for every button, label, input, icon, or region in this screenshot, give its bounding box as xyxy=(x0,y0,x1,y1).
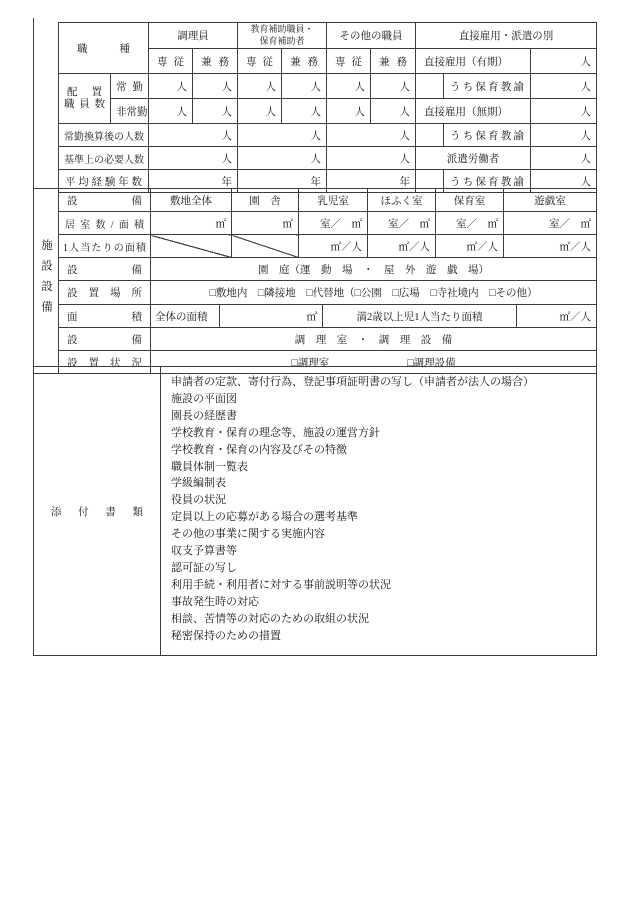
value-per-child-sqm: ㎡／人 xyxy=(559,311,591,323)
row-area-per-person: 1人当たりの面積 xyxy=(59,235,151,258)
row-equipment-2: 設備 xyxy=(59,258,151,281)
value-of-which-hoiku-3: 人 xyxy=(531,170,597,193)
value-assist-required: 人 xyxy=(238,147,327,170)
value-crawl-rooms-sqm: 室／ ㎡ xyxy=(368,212,436,235)
header-other-staff: その他の職員 xyxy=(327,23,416,49)
location-options: □敷地内 □隣接地 □代替地（□公園 □広場 □寺社境内 □その他） xyxy=(151,281,597,305)
row-direct-fixed-term: 直接雇用（有期） xyxy=(416,49,531,74)
na-diagonal-cell-2 xyxy=(232,235,299,258)
value-cook-ft-concurrent: 人 xyxy=(193,74,238,99)
facility-table xyxy=(33,188,597,374)
col-infant-room: 乳児室 xyxy=(299,189,368,212)
attachment-item: 学校教育・保育の理念等、施設の運営方針 xyxy=(171,426,380,439)
attachments-label: 添付書類 xyxy=(34,367,161,656)
row-of-which-hoiku-2: うち保育教諭 xyxy=(444,124,531,147)
attachment-item: 学級編制表 xyxy=(171,477,226,490)
value-other-avg-years: 年 xyxy=(327,170,416,193)
value-total-area-sqm: ㎡ xyxy=(220,305,323,327)
placement-label-line2: 職員数 xyxy=(64,98,105,110)
attachments-list xyxy=(161,367,596,645)
value-dispatch-worker: 人 xyxy=(531,147,597,170)
attachment-item: 利用手続・利用者に対する事前説明等の状況 xyxy=(171,578,391,591)
row-parttime: 非常勤 xyxy=(111,99,149,124)
attachments-content xyxy=(161,367,597,656)
header-concurrent-3: 兼務 xyxy=(371,49,416,74)
value-assist-pt-concurrent: 人 xyxy=(282,99,327,124)
section-label-facility xyxy=(34,189,59,374)
attachment-item: 園長の経歴書 xyxy=(171,409,237,422)
row-equipment-1: 設備 xyxy=(59,189,151,212)
header-assistant-line1: 教育補助職員・ xyxy=(250,24,314,34)
row-direct-permanent: 直接雇用（無期） xyxy=(416,99,531,124)
header-concurrent-2: 兼務 xyxy=(282,49,327,74)
header-job-type: 職種 xyxy=(59,23,149,74)
placement-label-line1: 配置 xyxy=(67,87,102,98)
attachment-item: 職員体制一覧表 xyxy=(171,460,248,473)
value-direct-permanent: 人 xyxy=(531,99,597,124)
facility-side-label: 施設設備 xyxy=(40,238,52,321)
value-cook-required: 人 xyxy=(149,147,238,170)
row-location: 設置場所 xyxy=(59,281,151,305)
checkbox-kitchen-room: □調理室 xyxy=(291,357,330,369)
attachment-item: 相談、苦情等の対応のための取組の状況 xyxy=(171,612,369,625)
value-other-ft-concurrent: 人 xyxy=(371,74,416,99)
kitchen-header: 調 理 室 ・ 調 理 設 備 xyxy=(151,328,597,351)
header-dedicated-3: 専従 xyxy=(327,49,371,74)
value-assist-fte: 人 xyxy=(238,124,327,147)
per-child-area-label: 満2歳以上児1人当たり面積 xyxy=(323,305,517,327)
value-assist-pt-dedicated: 人 xyxy=(238,99,282,124)
value-cook-pt-dedicated: 人 xyxy=(149,99,193,124)
attachment-item: 施設の平面図 xyxy=(171,392,237,405)
col-nursery-room: 保育室 xyxy=(436,189,504,212)
row-of-which-hoiku-3: うち保育教諭 xyxy=(444,170,531,193)
row-area: 面積 xyxy=(59,305,151,328)
yard-header: 園 庭（運 動 場 ・ 屋 外 遊 戯 場） xyxy=(151,258,597,281)
header-employment-type: 直接雇用・派遣の別 xyxy=(416,23,597,49)
col-building: 園 舎 xyxy=(232,189,299,212)
value-cook-avg-years: 年 xyxy=(149,170,238,193)
indent-cell-2 xyxy=(416,124,444,147)
header-dedicated-1: 専従 xyxy=(149,49,193,74)
value-assist-avg-years: 年 xyxy=(238,170,327,193)
row-rooms-area: 居室数/面積 xyxy=(59,212,151,235)
staffing-table xyxy=(58,22,597,193)
col-play-room: 遊戯室 xyxy=(504,189,597,212)
col-crawl-room: ほふく室 xyxy=(368,189,436,212)
value-cook-fte: 人 xyxy=(149,124,238,147)
value-infant-rooms-sqm: 室／ ㎡ xyxy=(299,212,368,235)
row-fulltime: 常勤 xyxy=(111,74,149,99)
attachment-item: 定員以上の応募がある場合の選考基準 xyxy=(171,511,358,524)
attachment-item: 学校教育・保育の内容及びその特徴 xyxy=(171,443,347,456)
header-concurrent-1: 兼務 xyxy=(193,49,238,74)
attachment-item: 秘密保持のための措置 xyxy=(171,629,281,642)
total-area-label: 全体の面積 xyxy=(151,305,220,327)
row-dispatch-worker: 派遣労働者 xyxy=(416,147,531,170)
value-nursery-rooms-sqm: 室／ ㎡ xyxy=(436,212,504,235)
value-other-pt-concurrent: 人 xyxy=(371,99,416,124)
value-other-pt-dedicated: 人 xyxy=(327,99,371,124)
col-site-total: 敷地全体 xyxy=(151,189,232,212)
value-cook-ft-dedicated: 人 xyxy=(149,74,193,99)
header-assistant-line2: 保育補助者 xyxy=(259,35,305,46)
area-row xyxy=(151,305,597,328)
value-building-sqm: ㎡ xyxy=(232,212,299,235)
row-placement-count xyxy=(59,74,111,124)
attachment-item: 申請者の定款、寄付行為、登記事項証明書の写し（申請者が法人の場合） xyxy=(171,376,534,388)
value-assist-ft-dedicated: 人 xyxy=(238,74,282,99)
header-dedicated-2: 専従 xyxy=(238,49,282,74)
value-of-which-hoiku-2: 人 xyxy=(531,124,597,147)
value-cook-pt-concurrent: 人 xyxy=(193,99,238,124)
checkbox-kitchen-equipment: □調理設備 xyxy=(407,357,456,369)
attachment-item: 事故発生時の対応 xyxy=(171,595,259,608)
value-crawl-sqm-per-person: ㎡／人 xyxy=(368,235,436,258)
header-assistant xyxy=(238,23,327,49)
attachments-table xyxy=(33,366,597,656)
value-other-ft-dedicated: 人 xyxy=(327,74,371,99)
attachment-item: その他の事業に関する実施内容 xyxy=(171,528,325,541)
attachment-item: 役員の状況 xyxy=(171,494,226,507)
value-site-sqm: ㎡ xyxy=(151,212,232,235)
row-required-staff: 基準上の必要人数 xyxy=(59,147,149,170)
value-assist-ft-concurrent: 人 xyxy=(282,74,327,99)
value-other-required: 人 xyxy=(327,147,416,170)
row-equipment-3: 設備 xyxy=(59,328,151,351)
row-installation-status: 設置状況 xyxy=(59,351,151,374)
na-diagonal-cell-1 xyxy=(151,235,232,258)
header-cook: 調理員 xyxy=(149,23,238,49)
indent-cell-1 xyxy=(416,74,444,99)
row-of-which-hoiku-1: うち保育教諭 xyxy=(444,74,531,99)
value-nursery-sqm-per-person: ㎡／人 xyxy=(436,235,504,258)
value-of-which-hoiku-1: 人 xyxy=(531,74,597,99)
value-play-sqm-per-person: ㎡／人 xyxy=(504,235,597,258)
row-avg-experience: 平均経験年数 xyxy=(59,170,149,193)
attachment-item: 認可証の写し xyxy=(171,561,237,574)
row-fte: 常勤換算後の人数 xyxy=(59,124,149,147)
value-infant-sqm-per-person: ㎡／人 xyxy=(299,235,368,258)
value-direct-fixed-term: 人 xyxy=(531,49,597,74)
value-other-fte: 人 xyxy=(327,124,416,147)
attachment-item: 収支予算書等 xyxy=(171,545,237,558)
outer-table-left-border xyxy=(33,18,34,189)
value-play-rooms-sqm: 室／ ㎡ xyxy=(504,212,597,235)
